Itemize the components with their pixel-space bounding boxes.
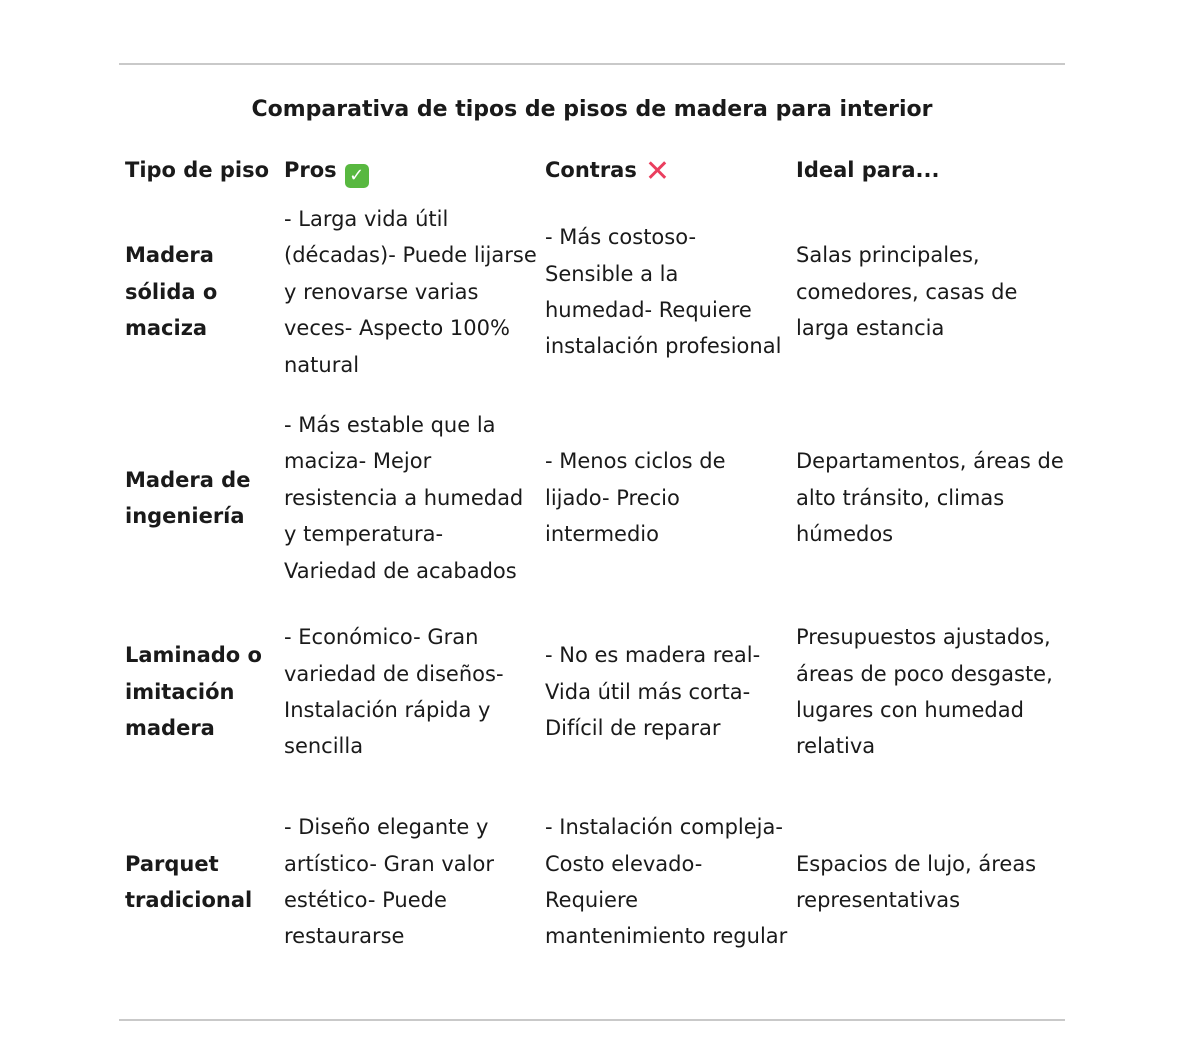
comparison-table	[119, 146, 1065, 986]
cross-mark-icon: ✕	[644, 154, 670, 189]
cell-type: Madera sólida o maciza	[125, 243, 218, 341]
cell-pros: - Económico- Gran variedad de diseños- Instalación rápida y sencilla	[284, 625, 504, 759]
cell-ideal: Departamentos, áreas de alto tránsito, climas húmedos	[796, 449, 1064, 547]
cell-pros: - Diseño elegante y artístico- Gran valor estético- Puede restaurarse	[284, 815, 494, 949]
table-caption: Comparativa de tipos de pisos de madera para interior	[251, 97, 933, 122]
header-pros: Pros ✓	[278, 146, 539, 194]
header-row	[119, 146, 1065, 194]
top-divider	[119, 63, 1065, 65]
table-row	[119, 778, 1065, 986]
cell-ideal: Presupuestos ajustados, áreas de poco desgaste, lugares con humedad relativa	[796, 625, 1053, 759]
bottom-divider	[119, 1019, 1065, 1021]
header-type: Tipo de piso	[125, 158, 270, 182]
cell-type: Laminado o imitación madera	[125, 643, 262, 741]
cell-cons: - No es madera real- Vida útil más corta- Difícil de reparar	[545, 643, 761, 741]
header-ideal: Ideal para...	[796, 158, 940, 182]
cell-type: Madera de ingeniería	[125, 467, 251, 528]
check-mark-icon: ✓	[345, 164, 369, 188]
cell-type: Parquet tradicional	[125, 851, 253, 912]
cell-ideal: Salas principales, comedores, casas de larga estancia	[796, 243, 1018, 341]
cell-cons: - Menos ciclos de lijado- Precio intermedio	[545, 449, 726, 547]
header-cons: Contras ✕	[545, 154, 670, 189]
cell-cons: - Más costoso- Sensible a la humedad- Requiere instalación profesional	[545, 225, 782, 359]
cell-pros: - Larga vida útil (décadas)- Puede lijarse y renovarse varias veces- Aspecto 100% natural	[284, 206, 537, 377]
table-row	[119, 606, 1065, 778]
cell-ideal: Espacios de lujo, áreas representativas	[796, 851, 1037, 912]
cell-cons: - Instalación compleja- Costo elevado- Requiere mantenimiento regular	[545, 815, 788, 949]
cell-pros: - Más estable que la maciza- Mejor resistencia a humedad y temperatura- Variedad de acabados	[284, 412, 524, 583]
table-row	[119, 194, 1065, 390]
table-row	[119, 390, 1065, 606]
